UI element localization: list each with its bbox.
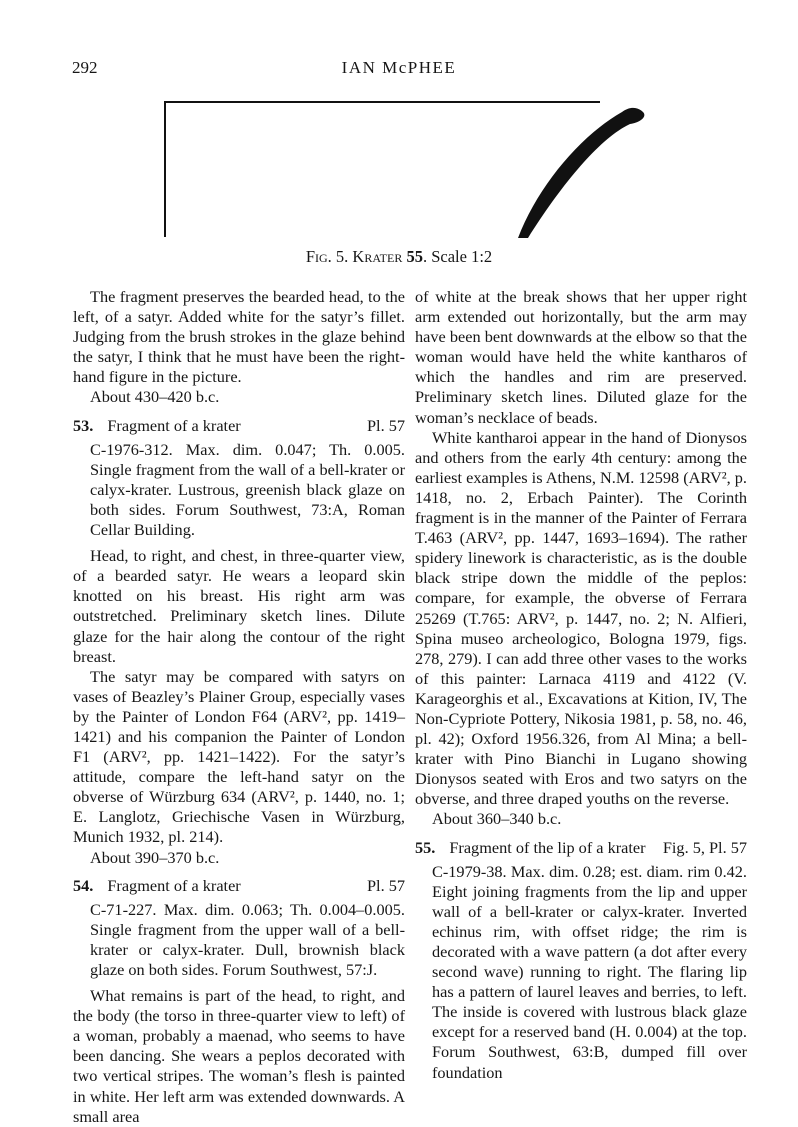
paragraph: The fragment preserves the bearded head, to the left, of a satyr. Added white for the satyr’s fillet. Judging from the brush strokes in the glaze behind the satyr, I think that he must have been the right-hand figure in the picture. xyxy=(73,287,405,387)
entry-53-heading: 53. Fragment of a krater Pl. 57 xyxy=(73,415,405,435)
page-number: 292 xyxy=(72,58,98,77)
paragraph: Head, to right, and chest, in three-quarter view, of a bearded satyr. He wears a leopard skin knotted on his breast. His right arm was outstretched. Preliminary sketch lines. Dilute glaze for the hair along the contour of the right breast. xyxy=(73,546,405,666)
entry-54-heading: 54. Fragment of a krater Pl. 57 xyxy=(73,875,405,895)
running-head: IAN McPHEE xyxy=(341,58,457,77)
krater-profile-drawing xyxy=(160,98,660,238)
krater-lip-section xyxy=(518,108,644,238)
date-line: About 360–340 b.c. xyxy=(432,809,562,829)
right-column xyxy=(415,287,747,1089)
left-column xyxy=(73,287,405,1127)
date-line: About 430–420 b.c. xyxy=(90,387,220,407)
page-header xyxy=(0,58,798,84)
catalog-entry: C-71-227. Max. dim. 0.063; Th. 0.004–0.005. Single fragment from the upper wall of a bell-krater or calyx-krater. Dull, brownish black glaze on both sides. Forum Southwest, 57:J. xyxy=(90,899,405,979)
catalog-entry: C-1979-38. Max. dim. 0.28; est. diam. rim 0.42. Eight joining fragments from the lip and upper wall of a bell-krater or calyx-krater. Inverted echinus rim, with offset ridge; the rim is decorated with a wave pattern (a dot after every second wave) running to right. The flaring lip has a pattern of laurel leaves and berries, to left. The inside is covered with lustrous black glaze except for a reserved band (H. 0.004) at the top. Forum Southwest, 63:B, dumped fill over foundation xyxy=(432,861,747,1082)
entry-55-heading: 55. Fragment of the lip of a krater Fig. 5, Pl. 57 xyxy=(415,837,747,857)
date-line: About 390–370 b.c. xyxy=(90,847,220,867)
paragraph: of white at the break shows that her upper right arm extended out horizontally, but the arm may have been bent downwards at the elbow so that the woman would have held the white kantharos of which the handles and rim are preserved. Preliminary sketch lines. Diluted glaze for the woman’s necklace of beads. xyxy=(415,287,747,427)
figure-caption: Fig. 5. Krater 55. Scale 1:2 xyxy=(305,247,493,266)
catalog-entry: C-1976-312. Max. dim. 0.047; Th. 0.005. Single fragment from the wall of a bell-krater or calyx-krater. Lustrous, greenish black glaze on both sides. Forum Southwest, 73:A, Roman Cellar Building. xyxy=(90,439,405,540)
paragraph: White kantharoi appear in the hand of Dionysos and others from the early 4th century: among the earliest examples is Athens, N.M. 12598 (ARV², p. 1418, no. 2, Erbach Painter). The Corinth fragment is in the manner of the Painter of Ferrara T.463 (ARV², pp. 1447, 1693–1694). The rather spidery linework is characteristic, as is the double black stripe down the middle of the peplos: compare, for example, the obverse of Ferrara 25269 (T.765: ARV², p. 1447, no. 2; N. Alfieri, Spina museo archeologico, Bologna 1979, figs. 278, 279). I can add three other vases to the works of this painter: Larnaca 4119 and 4122 (V. Karageorghis et al., Excavations at Kition, IV, The Non-Cypriote Pottery, Nikosia 1981, p. 58, no. 46, pl. 42); Oxford 1956.326, from Al Mina; a bell-krater with Pino Bianchi in Lugano showing Dionysos seated with Eros and two satyrs on the obverse, and three draped youths on the reverse. xyxy=(415,427,747,809)
paragraph: What remains is part of the head, to right, and the body (the torso in three-quarter view to left) of a woman, probably a maenad, who seems to have been dancing. She wears a peplos decorated with two vertical stripes. The woman’s flesh is painted in white. Her left arm was extended downwards. A small area xyxy=(73,986,405,1126)
paragraph: The satyr may be compared with satyrs on vases of Beazley’s Plainer Group, especially vases by the Painter of London F64 (ARV², pp. 1419–1421) and his companion the Painter of London F1 (ARV², pp. 1421–1422). For the satyr’s attitude, compare the left-hand satyr on the obverse of Würzburg 634 (ARV², p. 1440, no. 1; E. Langlotz, Griechische Vasen in Würzburg, Munich 1932, pl. 214). xyxy=(73,666,405,847)
